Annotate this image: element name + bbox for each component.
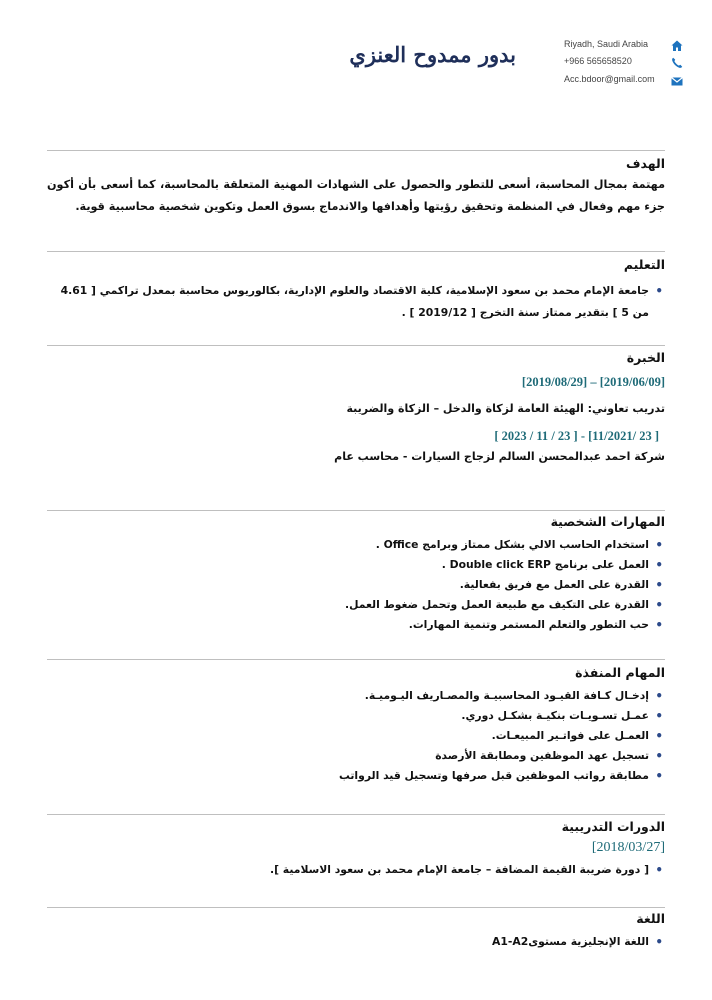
location-text: Riyadh, Saudi Arabia xyxy=(564,39,649,49)
skill-item: • العمل على برنامج Double click ERP . xyxy=(47,555,665,575)
task-item: • عمـل تسـويـات بنكيـة بشكـل دوري. xyxy=(47,706,665,726)
tasks-title: المهام المنفذة xyxy=(575,665,665,680)
skills-title: المهارات الشخصية xyxy=(550,514,665,529)
skill-item: • القدرة على العمل مع فريق بفعالية. xyxy=(47,575,665,595)
divider xyxy=(47,814,665,815)
courses-section xyxy=(47,819,665,880)
education-item: • جامعة الإمام محمد بن سعود الإسلامية، كلية الاقتصاد والعلوم الإدارية، بكالوريوس محاسبة بمعدل تراكمي [ 4.61 من 5 ] بتقدير ممتاز سنة التخرج [ 2019/12 ] . xyxy=(47,280,665,324)
skill-item: • حب التطور والتعلم المستمر وتنمية المهارات. xyxy=(47,615,665,635)
education-title: التعليم xyxy=(623,257,665,272)
contact-email xyxy=(564,73,689,89)
skills-list xyxy=(47,535,665,635)
divider xyxy=(47,659,665,660)
tasks-section xyxy=(47,665,665,786)
phone-icon xyxy=(670,55,684,69)
language-title: اللغة xyxy=(636,911,665,926)
education-list xyxy=(47,280,665,324)
contact-location xyxy=(564,38,689,54)
language-list xyxy=(47,932,665,952)
experience-date: [ 23 /11/2021] - [ 23 / 11 / 2023 ] xyxy=(494,429,659,443)
divider xyxy=(47,907,665,908)
experience-description: تدريب تعاوني: الهيئة العامة لزكاة والدخل – الزكاة والضريبة xyxy=(346,402,665,415)
language-section xyxy=(47,911,665,952)
task-item: • إدخـال كـافة القيـود المحاسبيـة والمصـاريف اليـوميـة. xyxy=(47,686,665,706)
divider xyxy=(47,345,665,346)
objective-text: مهتمة بمجال المحاسبة، أسعى للتطور والحصول على الشهادات المهنية المتعلقة بالمحاسبة، كما أسعى بأن أكون جزء مهم وفعال في المنظمة وتحقيق رؤيتها وأهدافها والاندماج بسوق العمل وتكوين شخصية محاسبية قوية. xyxy=(47,178,665,213)
objective-title: الهدف xyxy=(626,156,665,171)
task-item: • العمـل على فواتـير المبيعـات. xyxy=(47,726,665,746)
skills-section xyxy=(47,514,665,635)
education-section xyxy=(47,257,665,324)
contact-phone xyxy=(564,55,689,71)
skill-item: • استخدام الحاسب الالي بشكل ممتاز وبرامج Office . xyxy=(47,535,665,555)
phone-text: +966 565658520 xyxy=(564,56,632,66)
home-icon xyxy=(670,38,684,52)
candidate-name: بدور ممدوح العنزي xyxy=(349,42,516,67)
experience-section xyxy=(47,350,665,463)
divider xyxy=(47,150,665,151)
tasks-list xyxy=(47,686,665,786)
courses-list xyxy=(47,860,665,880)
course-date: [2018/03/27] xyxy=(591,840,665,855)
skill-item: • القدرة على التكيف مع طبيعة العمل وتحمل ضغوط العمل. xyxy=(47,595,665,615)
mail-icon xyxy=(670,73,684,87)
courses-title: الدورات التدريبية xyxy=(561,819,665,834)
task-item: • مطابقة رواتب الموظفين قبل صرفها وتسجيل قيد الرواتب xyxy=(47,766,665,786)
language-item: • اللغة الإنجليزية مستوىA1-A2 xyxy=(47,932,665,952)
course-item: • [ دورة ضريبة القيمة المضافة – جامعة الإمام محمد بن سعود الاسلامية ]. xyxy=(47,860,665,880)
experience-title: الخبرة xyxy=(626,350,665,365)
email-text[interactable]: Acc.bdoor@gmail.com xyxy=(564,74,655,84)
experience-description: شركة احمد عبدالمحسن السالم لزجاج السيارات - محاسب عام xyxy=(334,450,665,463)
divider xyxy=(47,510,665,511)
task-item: • تسجيل عهد الموظفين ومطابقة الأرصدة xyxy=(47,746,665,766)
objective-section xyxy=(47,156,665,218)
divider xyxy=(47,251,665,252)
experience-date: [2019/06/09] – [2019/08/29] xyxy=(521,375,665,389)
